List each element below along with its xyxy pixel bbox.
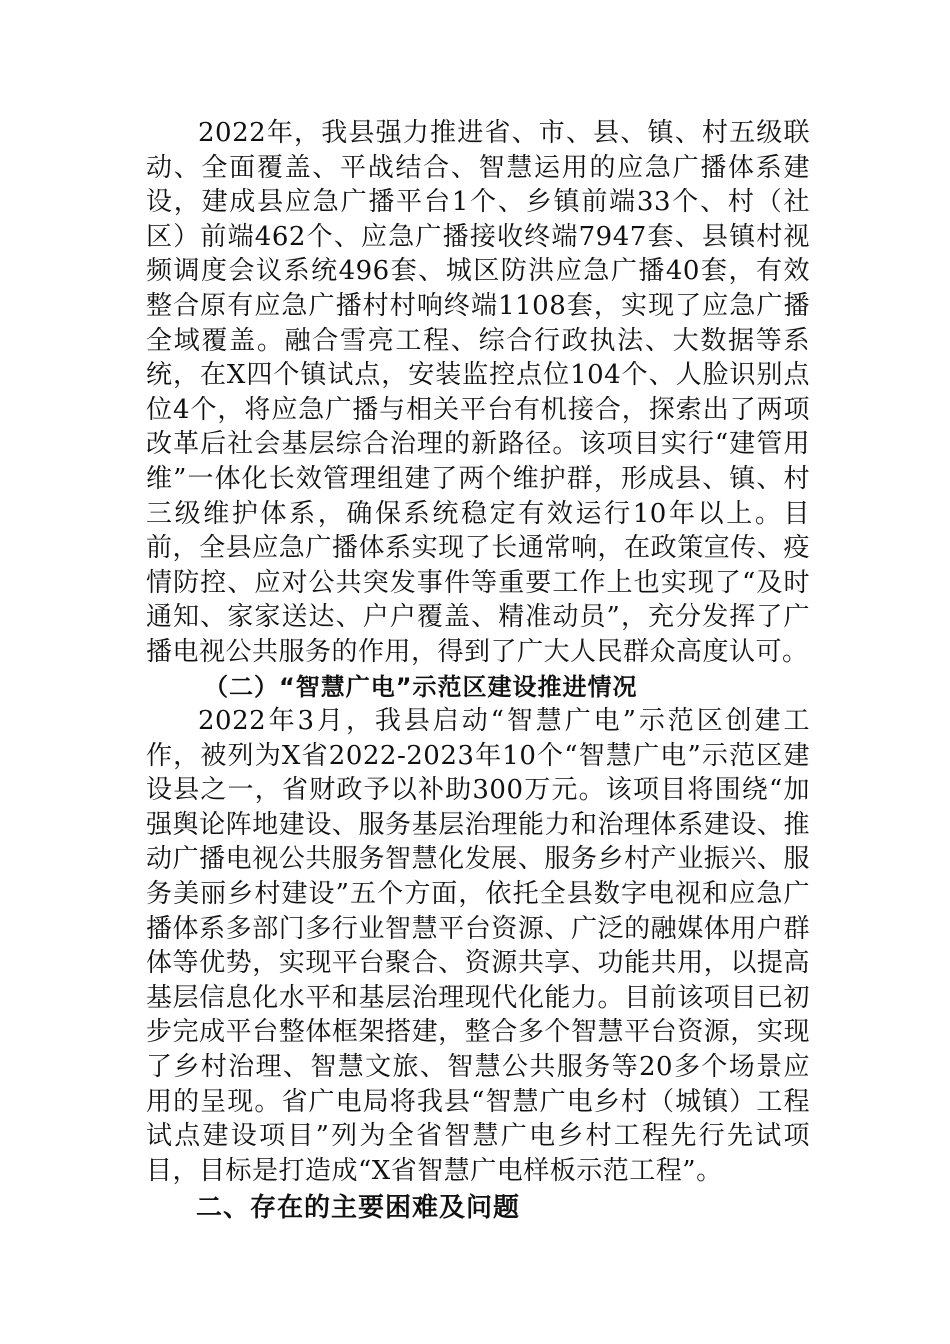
paragraph-smart-broadcast-demo: 2022年3月，我县启动“智慧广电”示范区创建工作，被列为X省2022-2023年10个“智慧广电”示范区建设县之一，省财政予以补助300万元。该项目将围绕“加强舆论阵地建设、服务基层治理能力和治理体系建设、推动广播电视公共服务智慧化发展、服务乡村产业振兴、服务美丽乡村建设”五个方面，依托全县数字电视和应急广播体系多部门多行业智慧平台资源、广泛的融媒体用户群体等优势，实现平台聚合、资源共享、功能共用，以提高基层信息化水平和基层治理现代化能力。目前该项目已初步完成平台整体框架搭建，整合多个智慧平台资源，实现了乡村治理、智慧文旅、智慧公共服务等20多个场景应用的呈现。省广电局将我县“智慧广电乡村（城镇）工程试点建设项目”列为全省智慧广电乡村工程先行先试项目，目标是打造成“X省智慧广电样板示范工程”。: [146, 706, 810, 1186]
section-heading-difficulties: 二、存在的主要困难及问题: [196, 1193, 521, 1224]
document-page: [146, 116, 810, 1226]
subheading-smart-broadcast-demo: （二）“智慧广电”示范区建设推进情况: [204, 672, 638, 701]
paragraph-emergency-broadcast: 2022年，我县强力推进省、市、县、镇、村五级联动、全面覆盖、平战结合、智慧运用的应急广播体系建设，建成县应急广播平台1个、乡镇前端33个、村（社区）前端462个、应急广播接收终端7947套、县镇村视频调度会议系统496套、城区防洪应急广播40套，有效整合原有应急广播村村响终端1108套，实现了应急广播全域覆盖。融合雪亮工程、综合行政执法、大数据等系统，在X四个镇试点，安装监控点位104个、人脸识别点位4个，将应急广播与相关平台有机接合，探索出了两项改革后社会基层综合治理的新路径。该项目实行“建管用维”一体化长效管理组建了两个维护群，形成县、镇、村三级维护体系，确保系统稳定有效运行10年以上。目前，全县应急广播体系实现了长通常响，在政策宣传、疫情防控、应对公共突发事件等重要工作上也实现了“及时通知、家家送达、户户覆盖、精准动员”，充分发挥了广播电视公共服务的作用，得到了广大人民群众高度认可。: [146, 118, 810, 667]
